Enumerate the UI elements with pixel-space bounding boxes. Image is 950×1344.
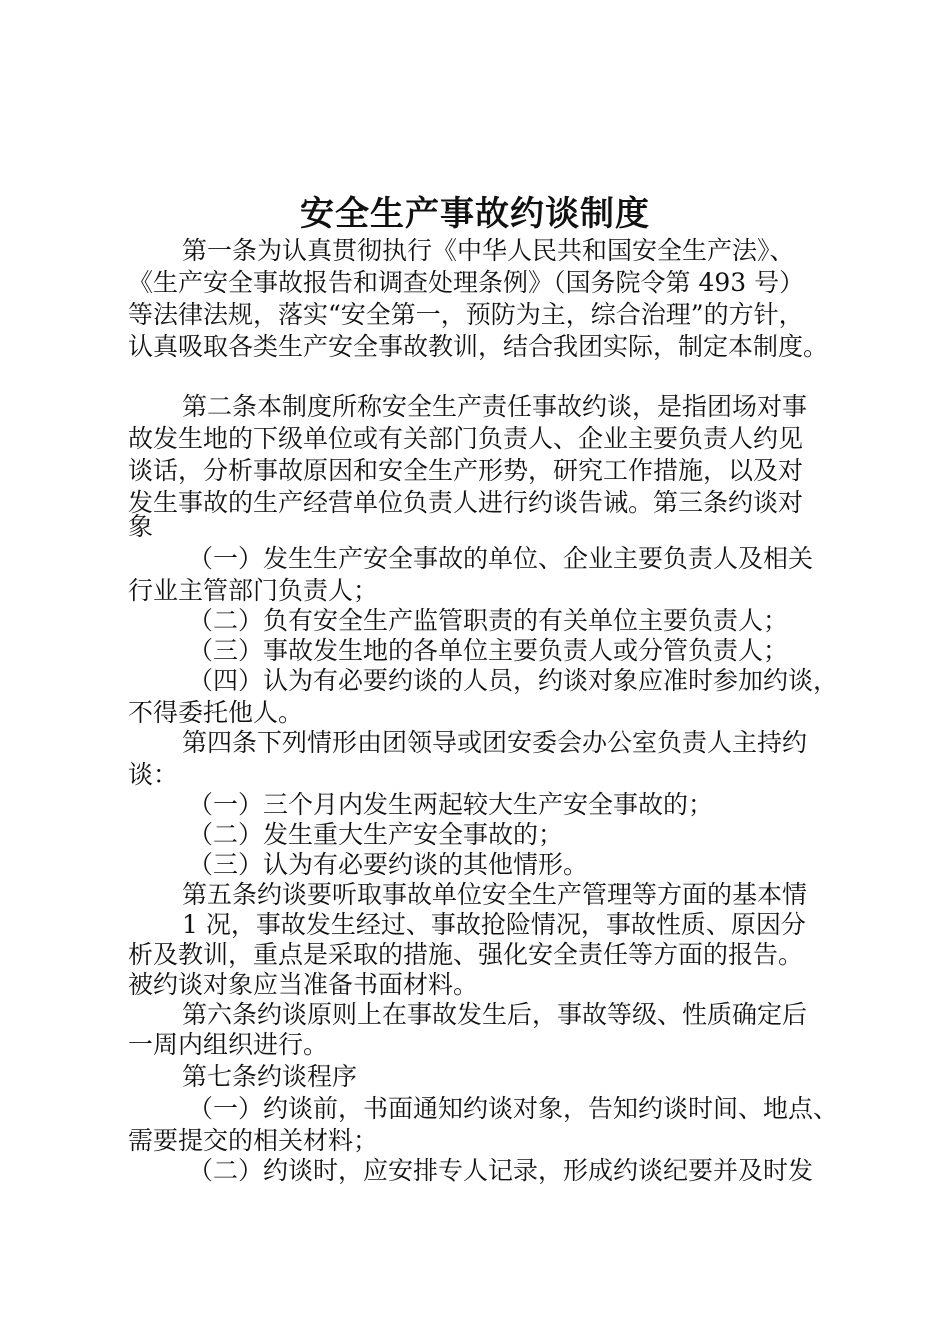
text-line: 第七条约谈程序 [182, 1062, 358, 1091]
text-line: 行业主管部门负责人； [128, 576, 379, 605]
text-line: 谈： [128, 760, 179, 789]
text-line: 不得委托他人。 [128, 698, 304, 727]
document-title: 安全生产事故约谈制度 [300, 194, 650, 234]
text-line: （四）认为有必要约谈的人员，约谈对象应准时参加约谈， [188, 666, 839, 695]
text-line: （二）约谈时，应安排专人记录，形成约谈纪要并及时发 [188, 1156, 814, 1185]
text-line: 象 [128, 512, 154, 541]
text-line: 谈话，分析事故原因和安全生产形势，研究工作措施，以及对 [128, 456, 804, 485]
text-line: （三）事故发生地的各单位主要负责人或分管负责人； [188, 636, 789, 665]
text-line: （二）发生重大生产安全事故的； [188, 820, 564, 849]
text-line: 等法律法规，落实“安全第一，预防为主，综合治理”的方针， [128, 300, 804, 329]
text-line: （三）认为有必要约谈的其他情形。 [188, 850, 589, 879]
text-line: 第六条约谈原则上在事故发生后，事故等级、性质确定后 [182, 1000, 808, 1029]
text-line: 《生产安全事故报告和调查处理条例》（国务院令第 493 号） [128, 268, 805, 297]
text-line: 发生事故的生产经营单位负责人进行约谈告诫。第三条约谈对 [128, 488, 804, 517]
text-line: 第一条为认真贯彻执行《中华人民共和国安全生产法》、 [182, 236, 795, 265]
text-line: （一）约谈前，书面通知约谈对象，告知约谈时间、地点、 [188, 1094, 839, 1123]
text-line: （一）三个月内发生两起较大生产安全事故的； [188, 790, 714, 819]
text-line: 认真吸取各类生产安全事故教训，结合我团实际，制定本制度。 [128, 332, 829, 361]
text-line: 第五条约谈要听取事故单位安全生产管理等方面的基本情 [182, 880, 808, 909]
text-line: 第四条下列情形由团领导或团安委会办公室负责人主持约 [182, 728, 808, 757]
text-line: 一周内组织进行。 [128, 1030, 329, 1059]
text-line: 1 况，事故发生经过、事故抢险情况，事故性质、原因分 [182, 910, 806, 939]
text-line: 析及教训，重点是采取的措施、强化安全责任等方面的报告。 [128, 940, 804, 969]
text-line: （一）发生生产安全事故的单位、企业主要负责人及相关 [188, 544, 814, 573]
text-line: 被约谈对象应当准备书面材料。 [128, 970, 479, 999]
text-line: 第二条本制度所称安全生产责任事故约谈，是指团场对事 [182, 392, 808, 421]
text-line: （二）负有安全生产监管职责的有关单位主要负责人； [188, 606, 789, 635]
text-line: 故发生地的下级单位或有关部门负责人、企业主要负责人约见 [128, 424, 804, 453]
text-line: 需要提交的相关材料； [128, 1126, 379, 1155]
